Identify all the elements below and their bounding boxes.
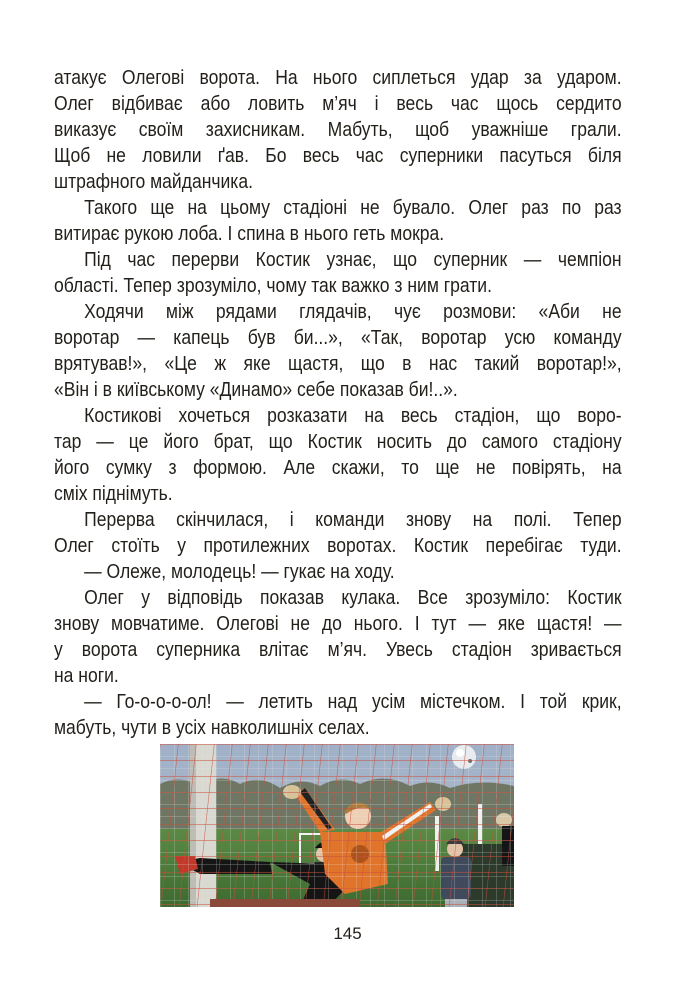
paragraph [54,559,622,585]
text-line: сміх піднімуть. [54,483,173,505]
text-line: витирає рукою лоба. І спина в нього геть мокра. [54,223,445,245]
text-line: Щоб не ловили ґав. Бо весь час суперники пасуться біля [54,145,622,167]
goalkeeper-photo [160,744,514,907]
paragraph [54,507,622,559]
text-line: штрафного майданчика. [54,171,253,193]
page-number: 145 [333,924,362,943]
text-line: Олег відбиває або ловить м’яч і весь час щось сердито [54,93,622,115]
text-line: Такого ще на цьому стадіоні не бувало. Олег раз по раз [84,197,622,219]
paragraph [54,403,622,507]
paragraph [54,585,622,689]
paragraph [54,65,622,195]
paragraph [54,195,622,247]
text-line: у ворота суперника влітає м’яч. Увесь стадіон зривається [54,639,622,661]
paragraph [54,247,622,299]
text-line: його сумку з формою. Але скажи, то ще не повірять, на [54,457,622,479]
text-line: Перерва скінчилася, і команди знову на полі. Тепер [84,509,622,531]
text-line: Олег у відповідь показав кулака. Все зрозуміло: Костик [84,587,622,609]
page-body [54,65,622,741]
text-line: на ноги. [54,665,119,687]
paragraph [54,299,622,403]
text-line: області. Тепер зрозуміло, чому так важко з ним грати. [54,275,492,297]
text-line: Ходячи між рядами глядачів, чує розмови: «Аби не [84,301,622,323]
text-line: воротар — капець був би...», «Так, воротар усю команду [54,327,622,349]
text-line: атакує Олегові ворота. На нього сиплеться удар за ударом. [54,67,622,89]
text-line: мабуть, чути в усіх навколишніх селах. [54,717,370,739]
text-line: Олег стоїть у протилежних воротах. Костик перебігає туди. [54,535,622,557]
text-line: врятував!», «Це ж яке щастя, що в нас такий воротар!», [54,353,622,375]
text-line: — Олеже, молодець! — гукає на ходу. [84,561,395,583]
text-line: тар — це його брат, що Костик носить до самого стадіону [54,431,622,453]
text-line: — Го-о-о-о-ол! — летить над усім містечком. І той крик, [84,691,622,713]
photo-illustration [160,744,514,907]
text-line: знову мовчатиме. Олегові не до нього. І тут — яке щастя! — [54,613,622,635]
text-line: Під час перерви Костик узнає, що суперник — чемпіон [84,249,622,271]
text-line: Костикові хочеться розказати на весь стадіон, що воро- [84,405,622,427]
text-line: «Він і в київському «Динамо» себе показав би!..». [54,379,458,401]
text-line: виказує своїм захисникам. Мабуть, щоб уважніше грали. [54,119,622,141]
paragraph [54,689,622,741]
